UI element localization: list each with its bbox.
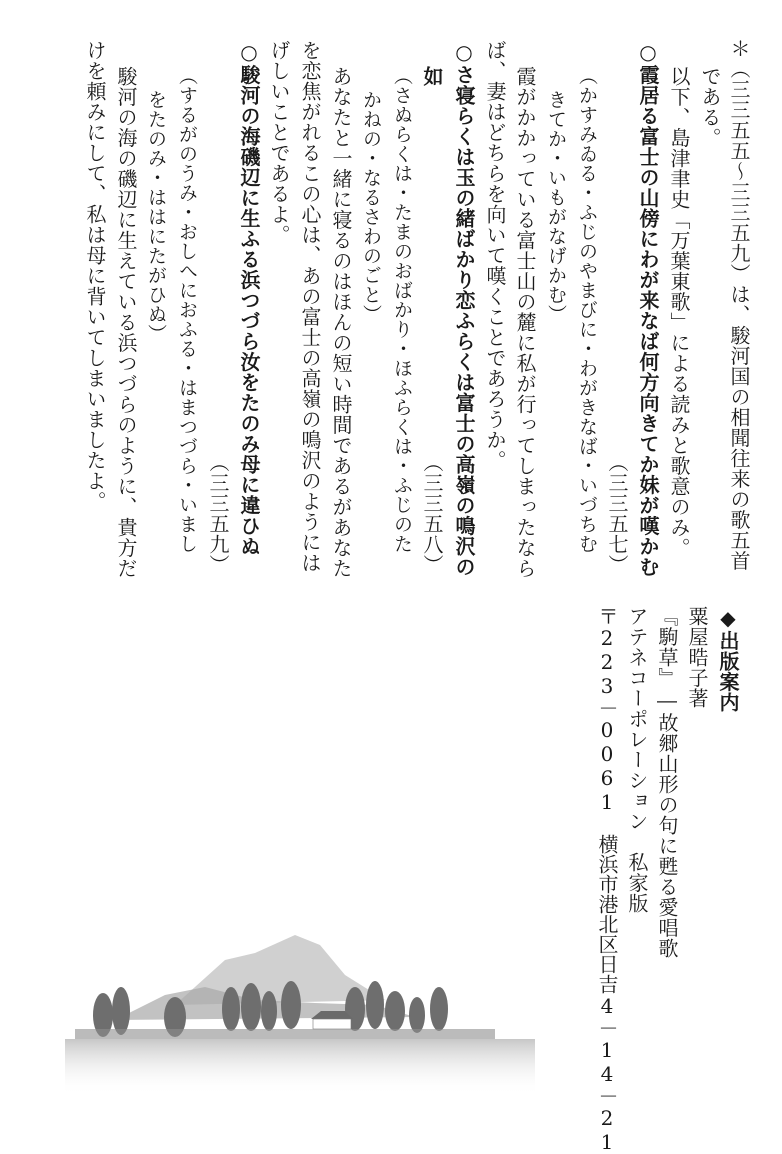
poem-3358-meaning-3: げしいことであるよ。 <box>267 40 291 245</box>
note-line-1: ＊（三三五五～三三五九）は、駿河国の相聞往来の歌五首 <box>727 38 751 571</box>
poem-3359-meaning-2: けを頼みにして、私は母に背いてしまいましたよ。 <box>83 40 107 512</box>
publication-book-title: 『駒草』―故郷山形の句に甦る愛唱歌 <box>655 606 679 959</box>
poem-3359: ○駿河の海磯辺に生ふる浜つづら汝をたのみ母に違ひぬ <box>237 40 261 557</box>
publication-heading: ◆出版案内 <box>716 606 740 713</box>
landscape-illustration <box>55 905 555 1095</box>
poem-3358-end: 如 <box>420 66 444 87</box>
poem-3357: ○霞居る富士の山傍にわが来なば何方向きてか妹が嘆かむ <box>636 40 660 577</box>
poem-3357-meaning-2: ば、妻はどちらを向いて嘆くことであろうか。 <box>483 40 507 471</box>
poem-3357-meaning-1: 霞がかかっている富士山の麓に私が行ってしまったなら <box>513 66 537 579</box>
poem-3357-number: （三三五七） <box>605 452 629 575</box>
poem-3358-meaning-2: を恋焦がれるこの心は、あの富士の高嶺の鳴沢のようには <box>298 40 322 573</box>
poem-3357-reading-1: （かすみゐる・ふじのやまびに・わがきなば・いづちむ <box>576 66 598 554</box>
poem-3358: ○さ寝らくは玉の緒ばかり恋ふらくは富士の高嶺の鳴沢の <box>452 40 476 577</box>
publication-author: 粟屋晧子著 <box>685 606 709 709</box>
poem-3359-reading-2: をたのみ・ははにたがひぬ） <box>145 90 167 344</box>
poem-3357-reading-2: きてか・いもがなげかむ） <box>545 90 567 324</box>
ground-strip <box>75 1029 495 1039</box>
note-line-3: 以下、島津聿史「万葉東歌」による読みと歌意のみ。 <box>667 66 691 558</box>
poem-3358-reading-1: （さぬらくは・たまのおばかり・ほふらくは・ふじのた <box>391 66 413 554</box>
poem-3359-number: （三三五九） <box>206 452 230 575</box>
note-line-2: である。 <box>698 66 722 148</box>
poem-3358-meaning-1: あなたと一緒に寝るのはほんの短い時間であるがあなた <box>329 66 353 579</box>
water-reflection <box>65 1039 535 1095</box>
publication-publisher: アテネコーポレーション 私家版 <box>625 606 649 914</box>
publication-address: 〒223－0061 横浜市港北区日吉4－14－21 <box>595 606 619 1154</box>
poem-3358-reading-2: かねの・なるさわのごと） <box>360 90 382 324</box>
poem-3358-number: （三三五八） <box>420 452 444 575</box>
poem-3359-reading-1: （するがのうみ・おしへにおふる・はまつづら・いまし <box>176 66 198 554</box>
poem-3359-meaning-1: 駿河の海の磯辺に生えている浜つづらのように、貴方だ <box>114 66 138 579</box>
